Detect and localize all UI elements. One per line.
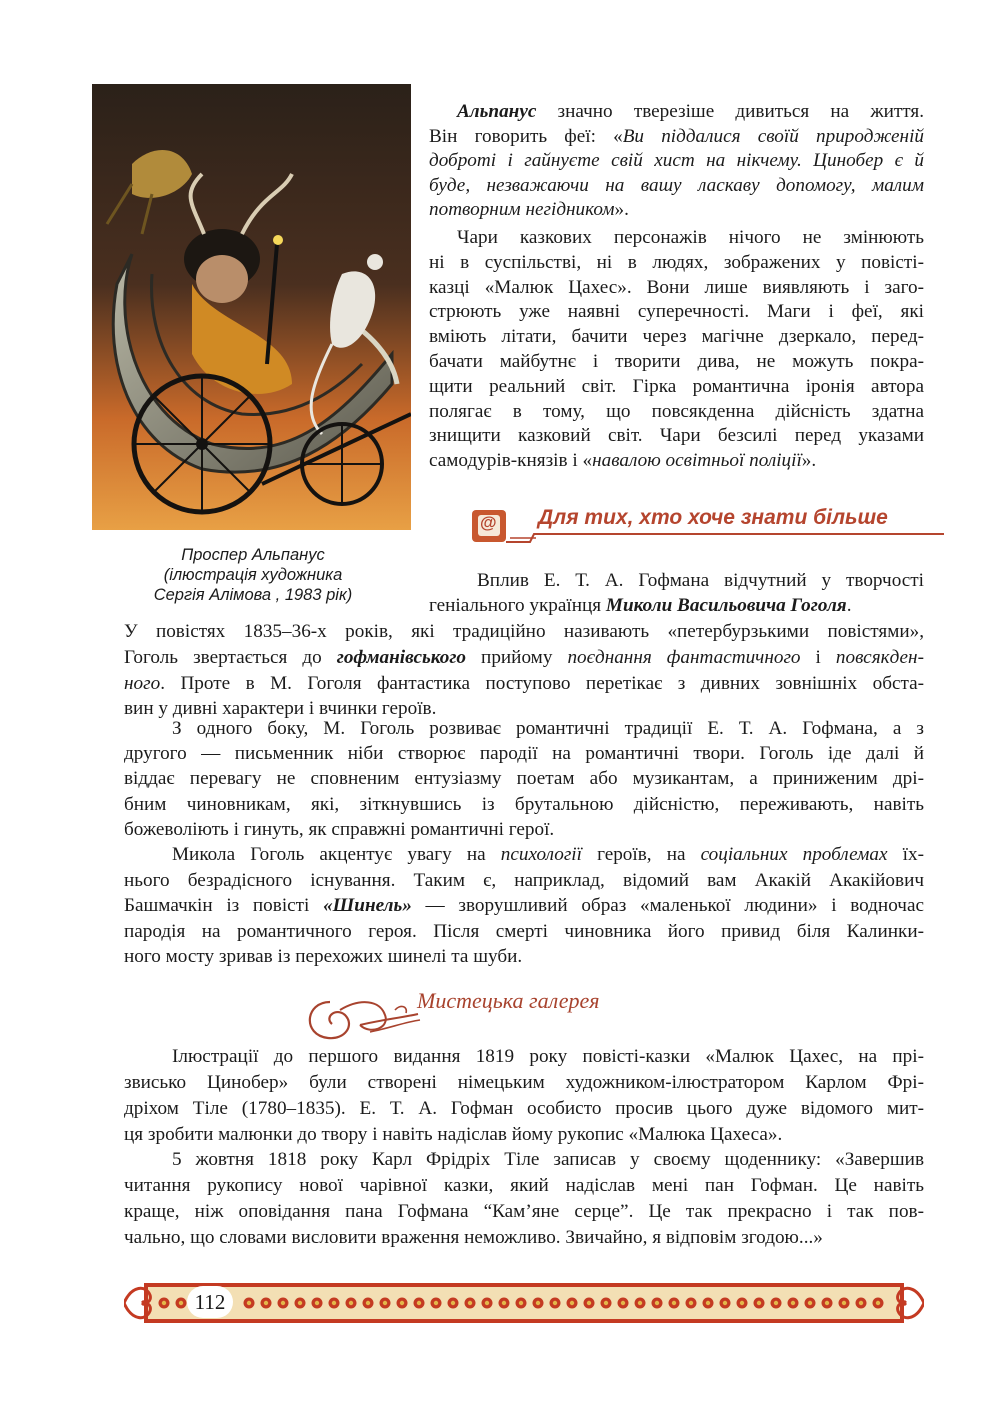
ornament-motif-center bbox=[332, 1301, 336, 1305]
ornament-border bbox=[124, 1275, 924, 1331]
italic-text: поєднання фантастичного bbox=[567, 647, 801, 668]
ornament-motif-center bbox=[451, 1301, 455, 1305]
text-line bbox=[429, 300, 924, 324]
emphasis-text: «Шинель» bbox=[323, 895, 412, 917]
text-run: щити реальний світ. Гірка романтична іронія автора bbox=[429, 375, 924, 397]
text-line bbox=[124, 620, 924, 644]
text-line bbox=[429, 125, 924, 149]
emphasis-text: гофманівського bbox=[336, 647, 467, 668]
text-line bbox=[172, 1148, 924, 1172]
text-run: дріхом Тіле (1780–1835). Е. Т. А. Гофман особисто просив цього дуже відомого мит- bbox=[124, 1098, 924, 1119]
section-more-info-heading bbox=[470, 504, 944, 554]
ornament-motif-center bbox=[808, 1301, 812, 1305]
ornament-motif-center bbox=[179, 1301, 183, 1305]
text-run: — зворушливий образ «маленької людини» і водночас bbox=[411, 895, 924, 917]
text-line bbox=[124, 1097, 924, 1121]
text-run: звисько Цинобер» були створені німецьким художником-ілюстратором Карлом Фрі- bbox=[124, 1072, 924, 1093]
ornament-motif-center bbox=[791, 1301, 795, 1305]
ornament-motif-center bbox=[621, 1301, 625, 1305]
text-line bbox=[124, 1226, 924, 1250]
footer-ornament bbox=[124, 1275, 924, 1331]
text-line bbox=[477, 569, 924, 593]
ornament-motif-center bbox=[774, 1301, 778, 1305]
text-run: пародія на романтичного героя. Після смерті чиновника його привид біля Калинки- bbox=[124, 920, 924, 942]
ornament-motif-center bbox=[536, 1301, 540, 1305]
text-run: Ілюстрації до першого видання 1819 року повісті-казки «Малюк Цахес, на прі- bbox=[172, 1046, 924, 1067]
text-line bbox=[429, 400, 924, 424]
italic-text: навалою освітньої поліції bbox=[592, 450, 802, 472]
text-run: . bbox=[846, 595, 852, 616]
ornament-motif-center bbox=[706, 1301, 710, 1305]
text-line bbox=[124, 945, 924, 969]
text-line bbox=[457, 100, 924, 124]
text-line bbox=[429, 424, 924, 448]
ornament-motif-center bbox=[366, 1301, 370, 1305]
text-run: чально, що словами висловити враження неможливо. Звичайно, я відповім згодою...» bbox=[124, 1227, 823, 1248]
text-run: ». bbox=[801, 450, 817, 472]
caption-line: Проспер Альпанус bbox=[181, 546, 325, 564]
text-line bbox=[124, 818, 924, 842]
text-line bbox=[124, 894, 924, 918]
ornament-motif-center bbox=[349, 1301, 353, 1305]
text-line bbox=[457, 226, 924, 250]
caption-line: Сергія Алімова , 1983 рік) bbox=[153, 586, 353, 604]
illustration-image bbox=[92, 84, 411, 530]
text-line bbox=[172, 1045, 924, 1069]
ornament-motif-center bbox=[825, 1301, 829, 1305]
ornament-motif-center bbox=[400, 1301, 404, 1305]
ornament-motif-center bbox=[604, 1301, 608, 1305]
ornament-motif-center bbox=[417, 1301, 421, 1305]
text-run: краще, ніж оповідання пана Гофмана “Кам’яне серце”. Це так прекрасно і так пов- bbox=[124, 1201, 924, 1222]
text-run: . Проте в М. Гоголя фантастика поступово перетікає з дивних зовнішніх обста- bbox=[160, 673, 924, 694]
italic-text: потворним негідником bbox=[429, 199, 615, 221]
italic-text: Ви піддалися своїй природженій bbox=[622, 125, 924, 147]
text-line bbox=[124, 672, 924, 696]
ornament-motif-center bbox=[298, 1301, 302, 1305]
italic-text: психології bbox=[500, 844, 582, 865]
ornament-motif-center bbox=[587, 1301, 591, 1305]
text-line bbox=[124, 1123, 924, 1147]
text-run: стрюють уже наявні суперечності. Маги і феї, які bbox=[429, 301, 924, 323]
text-line bbox=[124, 767, 924, 791]
at-icon: @ bbox=[480, 513, 497, 532]
text-run: самодурів-князів і « bbox=[429, 450, 593, 472]
text-run: ця зробити малюнки до твору і навіть надіслав йому рукопис «Малюка Цахеса». bbox=[124, 1124, 783, 1145]
ornament-motif-center bbox=[383, 1301, 387, 1305]
ornament-motif-center bbox=[264, 1301, 268, 1305]
text-run: Гоголь звертається до bbox=[124, 647, 337, 668]
illustration-caption bbox=[110, 545, 396, 605]
text-line bbox=[429, 251, 924, 275]
text-run: ». bbox=[614, 199, 629, 221]
ornament-motif-center bbox=[553, 1301, 557, 1305]
text-run: читання рукопису нової чарівної казки, який надіслав мені пан Гофман. Це навіть bbox=[124, 1175, 924, 1196]
text-line bbox=[429, 276, 924, 300]
text-line bbox=[124, 1071, 924, 1095]
text-run: вин у дивні характери і вчинки героїв. bbox=[124, 698, 437, 719]
ornament-motif-center bbox=[434, 1301, 438, 1305]
ornament-motif-center bbox=[502, 1301, 506, 1305]
text-run: віддає перевагу не сповненим ентузіазму поетам або музикантам, а приниженим дрі- bbox=[124, 768, 924, 790]
page-number: 112 bbox=[187, 1286, 233, 1318]
text-run: Микола Гоголь акцентує увагу на bbox=[172, 844, 501, 865]
emphasis-text: Альпанус bbox=[457, 101, 537, 122]
text-run: прийому bbox=[466, 647, 568, 668]
italic-text: буде, незважаючи на вашу ласкаву допомогу, малим bbox=[429, 174, 924, 196]
caption-line: (ілюстрація художника bbox=[163, 566, 343, 584]
ornament-motif-center bbox=[842, 1301, 846, 1305]
text-run: бачати майбутнє і творити дива, не можуть покра- bbox=[429, 351, 924, 372]
text-run: Вплив Е. Т. А. Гофмана відчутний у творчості bbox=[477, 570, 924, 591]
text-run: казці «Малюк Цахес». Вони лише виявляють і заго- bbox=[429, 276, 924, 298]
text-line bbox=[429, 174, 924, 198]
text-line bbox=[429, 350, 924, 374]
ornament-motif-center bbox=[315, 1301, 319, 1305]
ornament-motif-center bbox=[468, 1301, 472, 1305]
ornament-motif-center bbox=[672, 1301, 676, 1305]
ornament-motif-center bbox=[570, 1301, 574, 1305]
text-run: ного мосту зривав із перехожих шинелі та шуби. bbox=[124, 946, 523, 968]
text-run: Чари казкових персонажів нічого не змінюють bbox=[457, 227, 924, 248]
emphasis-text: Миколи Васильовича Гоголя bbox=[605, 595, 847, 616]
ornament-motif-center bbox=[247, 1301, 251, 1305]
text-run: знищити казковий світ. Чари безсилі перед указами bbox=[429, 425, 924, 447]
text-line bbox=[429, 198, 924, 222]
text-line bbox=[124, 742, 924, 766]
ornament-motif-center bbox=[281, 1301, 285, 1305]
italic-text: ного bbox=[124, 673, 161, 694]
text-line bbox=[429, 375, 924, 399]
text-line bbox=[124, 646, 924, 670]
text-line bbox=[429, 149, 924, 173]
text-line bbox=[124, 1200, 924, 1224]
text-run: ні в суспільстві, ні в людях, зображених у повісті- bbox=[429, 251, 924, 273]
text-run: Башмачкін із повісті bbox=[124, 895, 324, 917]
text-run: нього безрадісного існування. Таким є, наприклад, відомий вам Акакій Акакійович bbox=[124, 869, 924, 891]
ornament-motif-center bbox=[757, 1301, 761, 1305]
text-line bbox=[172, 843, 924, 867]
italic-text: доброті і гайнуєте свій хист на нікчему. Цинобер є й bbox=[429, 150, 924, 172]
text-line bbox=[429, 449, 924, 473]
section-gallery-title: Мистецька галерея bbox=[417, 988, 600, 1013]
text-line bbox=[124, 793, 924, 817]
ornament-motif-center bbox=[859, 1301, 863, 1305]
text-run: У повістях 1835–36-х років, які традиційно називають «петербурзькими повістями», bbox=[124, 621, 924, 642]
text-run: і bbox=[800, 647, 836, 668]
ornament-motif-center bbox=[485, 1301, 489, 1305]
ornament-motif-center bbox=[162, 1301, 166, 1305]
text-run: 5 жовтня 1818 року Карл Фрідріх Тіле записав у своєму щоденнику: «Завершив bbox=[172, 1149, 924, 1170]
text-run: геніального українця bbox=[429, 595, 606, 616]
text-run: значно тверезіше дивиться на життя. bbox=[536, 101, 924, 122]
text-line bbox=[429, 325, 924, 349]
text-run: бним чиновникам, які, зіткнувшись із брутальною дійсністю, переживають, навіть bbox=[124, 793, 924, 815]
text-line bbox=[429, 594, 924, 618]
text-run: героїв, на bbox=[581, 844, 701, 865]
text-run: полягає в тому, що повсякденна дійсність здатна bbox=[429, 400, 924, 422]
text-run: Він говорить феї: « bbox=[429, 125, 623, 147]
text-line bbox=[124, 1174, 924, 1198]
ornament-motif-center bbox=[689, 1301, 693, 1305]
illustration-alpanus bbox=[92, 84, 411, 530]
text-run: З одного боку, М. Гоголь розвиває романтичні традиції Е. Т. А. Гофмана, а з bbox=[172, 718, 924, 739]
section-gallery-heading bbox=[300, 980, 640, 1050]
ornament-motif-center bbox=[876, 1301, 880, 1305]
text-line bbox=[172, 717, 924, 741]
section-more-info-title: Для тих, хто хоче знати більше bbox=[538, 506, 888, 529]
italic-text: соціальних проблемах bbox=[700, 844, 888, 865]
ornament-motif-center bbox=[740, 1301, 744, 1305]
text-line bbox=[124, 869, 924, 893]
text-run: вміють літати, бачити через магічне дзеркало, перед- bbox=[429, 326, 924, 348]
ornament-motif-center bbox=[519, 1301, 523, 1305]
ornament-motif-center bbox=[723, 1301, 727, 1305]
text-line bbox=[124, 920, 924, 944]
ornament-motif-center bbox=[638, 1301, 642, 1305]
text-run: божеволіють і гинуть, як справжні романтичні герої. bbox=[124, 818, 555, 840]
ornament-motif-center bbox=[655, 1301, 659, 1305]
text-run: другого — письменник ніби створює пародії на романтичні твори. Гоголь іде далі й bbox=[124, 743, 924, 765]
text-run: їх- bbox=[887, 844, 924, 865]
italic-text: повсякден- bbox=[835, 647, 924, 668]
